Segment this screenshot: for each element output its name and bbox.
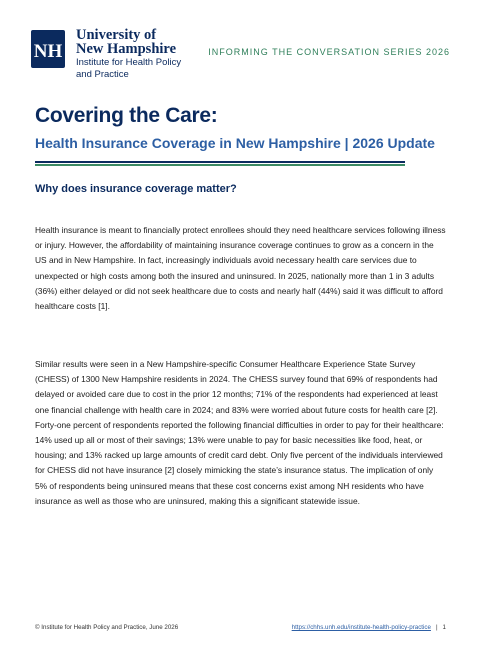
page-number: 1 (442, 624, 446, 631)
university-wordmark[interactable] (76, 28, 181, 80)
section-heading: Why does insurance coverage matter? (35, 183, 237, 195)
title-divider-green (35, 164, 405, 166)
logo-mark: NH (33, 41, 63, 62)
footer-link[interactable]: https://chhs.unh.edu/institute-health-policy-practice (291, 624, 431, 631)
body-paragraph-2: Similar results were seen in a New Hampshire-specific Consumer Healthcare Experience State Survey (CHESS) of 1300 New Hampshire residents in 2024. The CHESS survey found that 69% of respondents had delayed or avoided care due to cost in the prior 12 months; 71% of the respondents had experienced at least one financial challenge with health care in 2024; and 83% were worried about future costs for health care [2]. Forty-one percent of respondents reported the following financial difficulties in order to pay for their healthcare: 14% used up all or most of their savings; 13% were unable to pay for basic necessities like food, heat, or housing; and 13% racked up large amounts of credit card debt. Only five percent of the individuals interviewed for CHESS did not have insurance [2] closely mimicking the state’s insurance status. The implication of only 5% of respondents being uninsured means that these cost concerns exist among NH residents who have insurance as well as those who are uninsured, making this a significant statewide issue. (35, 359, 444, 506)
university-name-line2: New Hampshire (76, 41, 177, 57)
series-label: INFORMING THE CONVERSATION SERIES 2026 (208, 47, 450, 57)
page-title: Covering the Care: (35, 104, 218, 127)
footer-separator: | (435, 624, 438, 631)
footer-right (292, 624, 446, 631)
unh-logo-icon (31, 30, 71, 70)
page-subtitle: Health Insurance Coverage in New Hampshire | 2026 Update (35, 135, 435, 151)
title-divider-blue (35, 161, 405, 163)
body-paragraph-1: Health insurance is meant to financially protect enrollees should they need healthcare services following illness or injury. However, the affordability of maintaining insurance coverage continues to grow as a concern in the US and in New Hampshire. In fact, increasingly individuals avoid necessary health care services due to unexpected or high costs among both the insured and uninsured. In 2025, nationally more than 1 in 3 adults (36%) either delayed or did not seek healthcare due to costs and nearly half (44%) said it was difficult to afford healthcare costs [1]. (35, 225, 446, 312)
footer-copyright: © Institute for Health Policy and Practice, June 2026 (35, 624, 179, 631)
university-name-line1: University of (76, 27, 157, 43)
institute-name-line1: Institute for Health Policy (76, 57, 182, 68)
institute-name-line2: and Practice (76, 69, 129, 80)
